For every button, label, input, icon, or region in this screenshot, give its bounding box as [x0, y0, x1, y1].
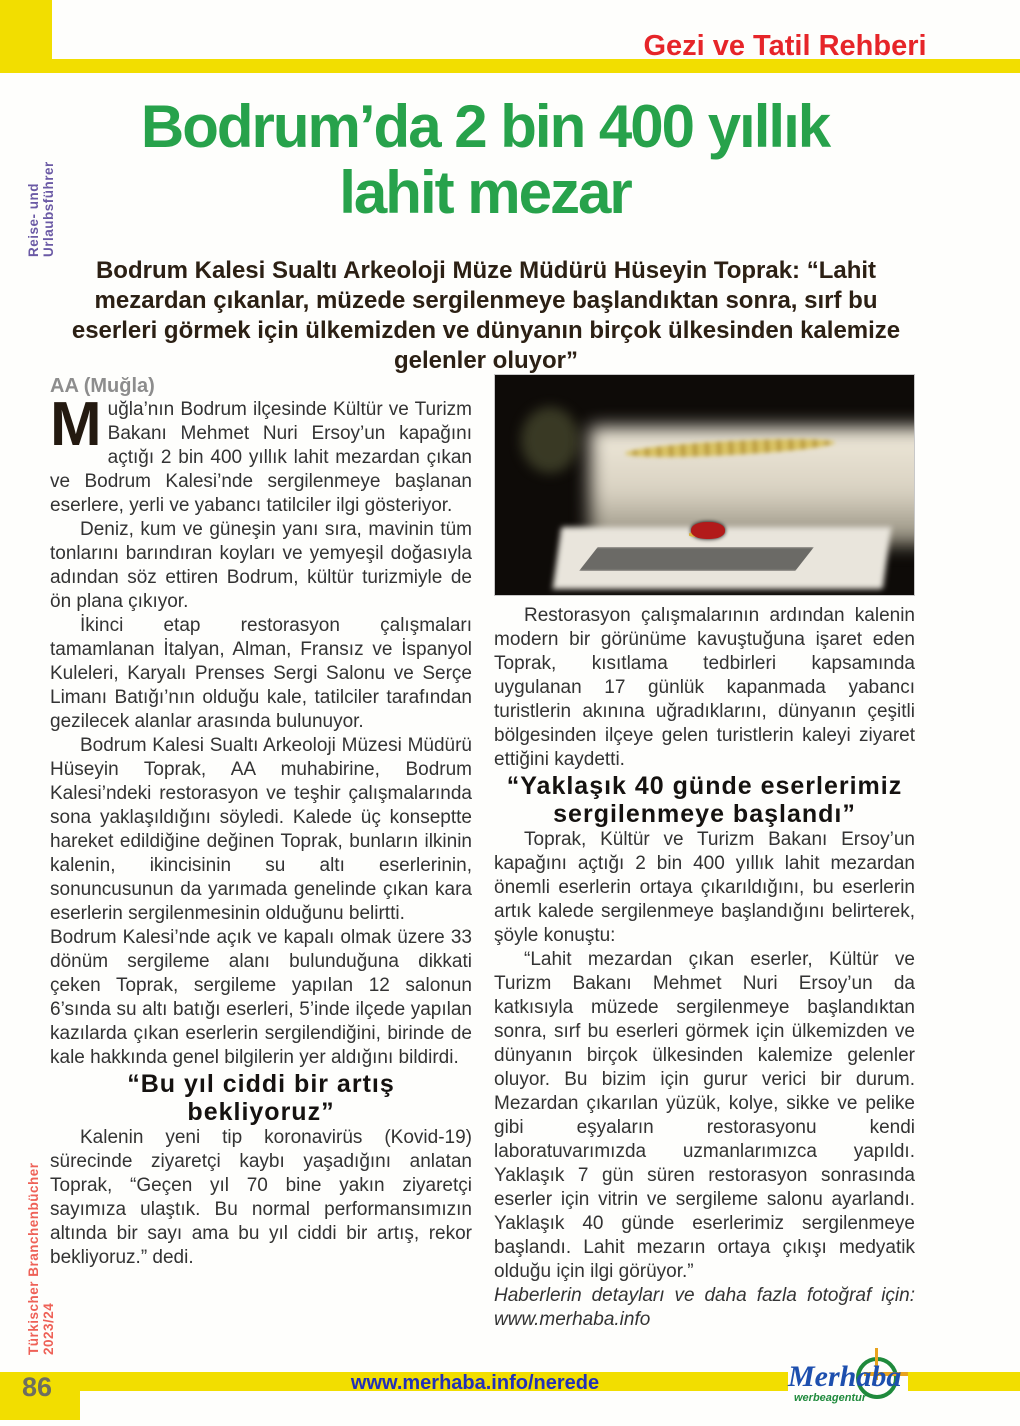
- paragraph: “Lahit mezardan çıkan eserler, Kültür ve Turizm Bakanı Mehmet Nuri Ersoy’un da katkısıyla müzede sergilenmeye başlandıktan sonra, sırf bu eserleri görmek için ülkemizden ve dünyanın birçok ülkesinden kalemize gelenler oluyor. Bu bizim için gurur verici bir durum. Mezardan çıkarılan yüzük, kolye, sikke ve pelike gibi eşyaların restorasyonu kendi laboratuvarımızda uzmanlarımızca yapıldı. Yaklaşık 7 gün süren restorasyon sonrasında eserler için vitrin ve sergileme salonu ayarlandı. Yaklaşık 40 günde eserlerimiz sergilenmeye başlandı. Lahit mezarın ortaya çıkışı medyatik olduğu için ilgi görüyor.”: [494, 949, 915, 1282]
- yellow-footer-bar-right: [906, 1372, 1020, 1391]
- paragraph: Kalenin yeni tip koronavirüs (Kovid-19) sürecinde ziyaretçi kaybı yaşadığını anlatan Toprak, “Geçen yıl 70 bine yakın ziyaretçi sayımıza ulaştık. Bu normal performansımızın altında bir sayı ama bu yıl ciddi bir artış, rekor bekliyoruz.” dedi.: [50, 1127, 472, 1268]
- headline-line2: lahit mezar: [339, 159, 631, 226]
- logo-wordmark: Merhaba: [788, 1360, 902, 1393]
- photo-blurred-coin: [521, 407, 579, 473]
- paragraph: Bodrum Kalesi’nde açık ve kapalı olmak üzere 33 dönüm sergileme alanı bulunduğuna dikkati çeken Toprak, sergileme yapılan 12 salonun 6’sında su altı batığı eserleri, 5’inde ilçede yapılan kazılarda çıkan eserlerin sergilendiğini, birinde de kale hakkında genel bilgilerin yer aldığını bildirdi.: [50, 927, 472, 1068]
- paragraph: Toprak, Kültür ve Turizm Bakanı Ersoy’un kapağını açtığı 2 bin 400 yıllık lahit mezardan önemli eserlerin ortaya çıkarıldığını, bu eserlerin artık kalede sergilenmeye başlandığını belirterek, şöyle konuştu:: [494, 829, 915, 946]
- page-number: 86: [22, 1372, 53, 1402]
- paragraph-text: uğla’nın Bodrum ilçesinde Kültür ve Turizm Bakanı Mehmet Nuri Ersoy’un kapağını açtığı 2 bin 400 yıllık lahit mezardan çıkan ve Bodrum Kalesi’nde sergilenmeye başlanan eserlere, yerli ve yabancı tatilciler ilgi gösteriyor.: [50, 399, 472, 516]
- article-left-column: [50, 374, 472, 1270]
- paragraph: Restorasyon çalışmalarının ardından kalenin modern bir görünüme kavuştuğuna işaret eden Toprak, kısıtlama tedbirleri kapsamında uygulanan 17 günlük kapanmada yabancı turistlerin akınına uğradıklarını, dünyanın çeşitli bölgesinden ilçeye gelen turistlerin kaleyi ziyaret ettiğini kaydetti.: [494, 605, 915, 770]
- logo-subtext: werbeagentur: [794, 1392, 867, 1404]
- section-label: Gezi ve Tatil Rehberi: [643, 30, 927, 62]
- photo-red-jewel: [691, 522, 725, 539]
- museum-artifact-photo: [494, 374, 915, 596]
- photo-stone-slab: [579, 547, 814, 571]
- footer-url-link[interactable]: www.merhaba.info/nerede: [350, 1372, 600, 1394]
- paragraph: Bodrum Kalesi Sualtı Arkeoloji Müzesi Müdürü Hüseyin Toprak, AA muhabirine, Bodrum Kalesi’ndeki restorasyon ve teşhir çalışmalarında sona yaklaşıldığını söyledi. Kalede üç konseptte hareket edildiğine değinen Toprak, bunların ilkinin kalenin, ikincisinin su altı eserlerinin, sonuncusunun da yarımada genelinde çıkan kara eserlerin sergilenmesinin olduğunu belirtti.: [50, 735, 472, 924]
- sidebar-vertical-text-bottom: Türkischer Branchenbücher 2023/24: [26, 1162, 56, 1355]
- paragraph: İkinci etap restorasyon çalışmaları tamamlanan İtalyan, Alman, Fransız ve İspanyol Kuleleri, Karyalı Prenses Sergi Salonu ve Serçe Limanı Batığı’nın olduğu kale, tatilciler tarafından gezilecek alanlar arasında bulunuyor.: [50, 615, 472, 732]
- headline-line1: Bodrum’da 2 bin 400 yıllık: [140, 93, 830, 160]
- yellow-corner-block: [0, 0, 52, 73]
- quote-heading-left: “Bu yıl ciddi bir artış bekliyoruz”: [127, 1070, 395, 1126]
- article-subtitle: Bodrum Kalesi Sualtı Arkeoloji Müze Müdürü Hüseyin Toprak: “Lahit mezardan çıkanlar, müzede sergilenmeye başlandıktan sonra, sırf bu eserleri görmek için ülkemizden ve dünyanın birçok ülkesinden kalemize gelenler oluyor”: [71, 257, 901, 374]
- sidebar-vertical-text-top: Reise- und Urlaubsführer: [26, 161, 56, 257]
- merhaba-logo: [788, 1348, 908, 1406]
- quote-heading-right: “Yaklaşık 40 günde eserlerimiz sergilenmeye başlandı”: [506, 772, 903, 828]
- more-info-note: Haberlerin detayları ve daha fazla fotoğraf için: www.merhaba.info: [494, 1285, 915, 1330]
- paragraph: Deniz, kum ve güneşin yanı sıra, mavinin tüm tonlarını barındıran koyları ve yemyeşil doğasıyla adından söz ettiren Bodrum, kültür turizmiyle de ön plana çıkıyor.: [50, 519, 472, 612]
- article-right-column: [494, 604, 915, 1332]
- paragraph: [50, 390, 472, 518]
- article-headline: [50, 94, 920, 226]
- drop-cap: M: [50, 390, 102, 459]
- byline: AA (Muğla): [50, 375, 155, 397]
